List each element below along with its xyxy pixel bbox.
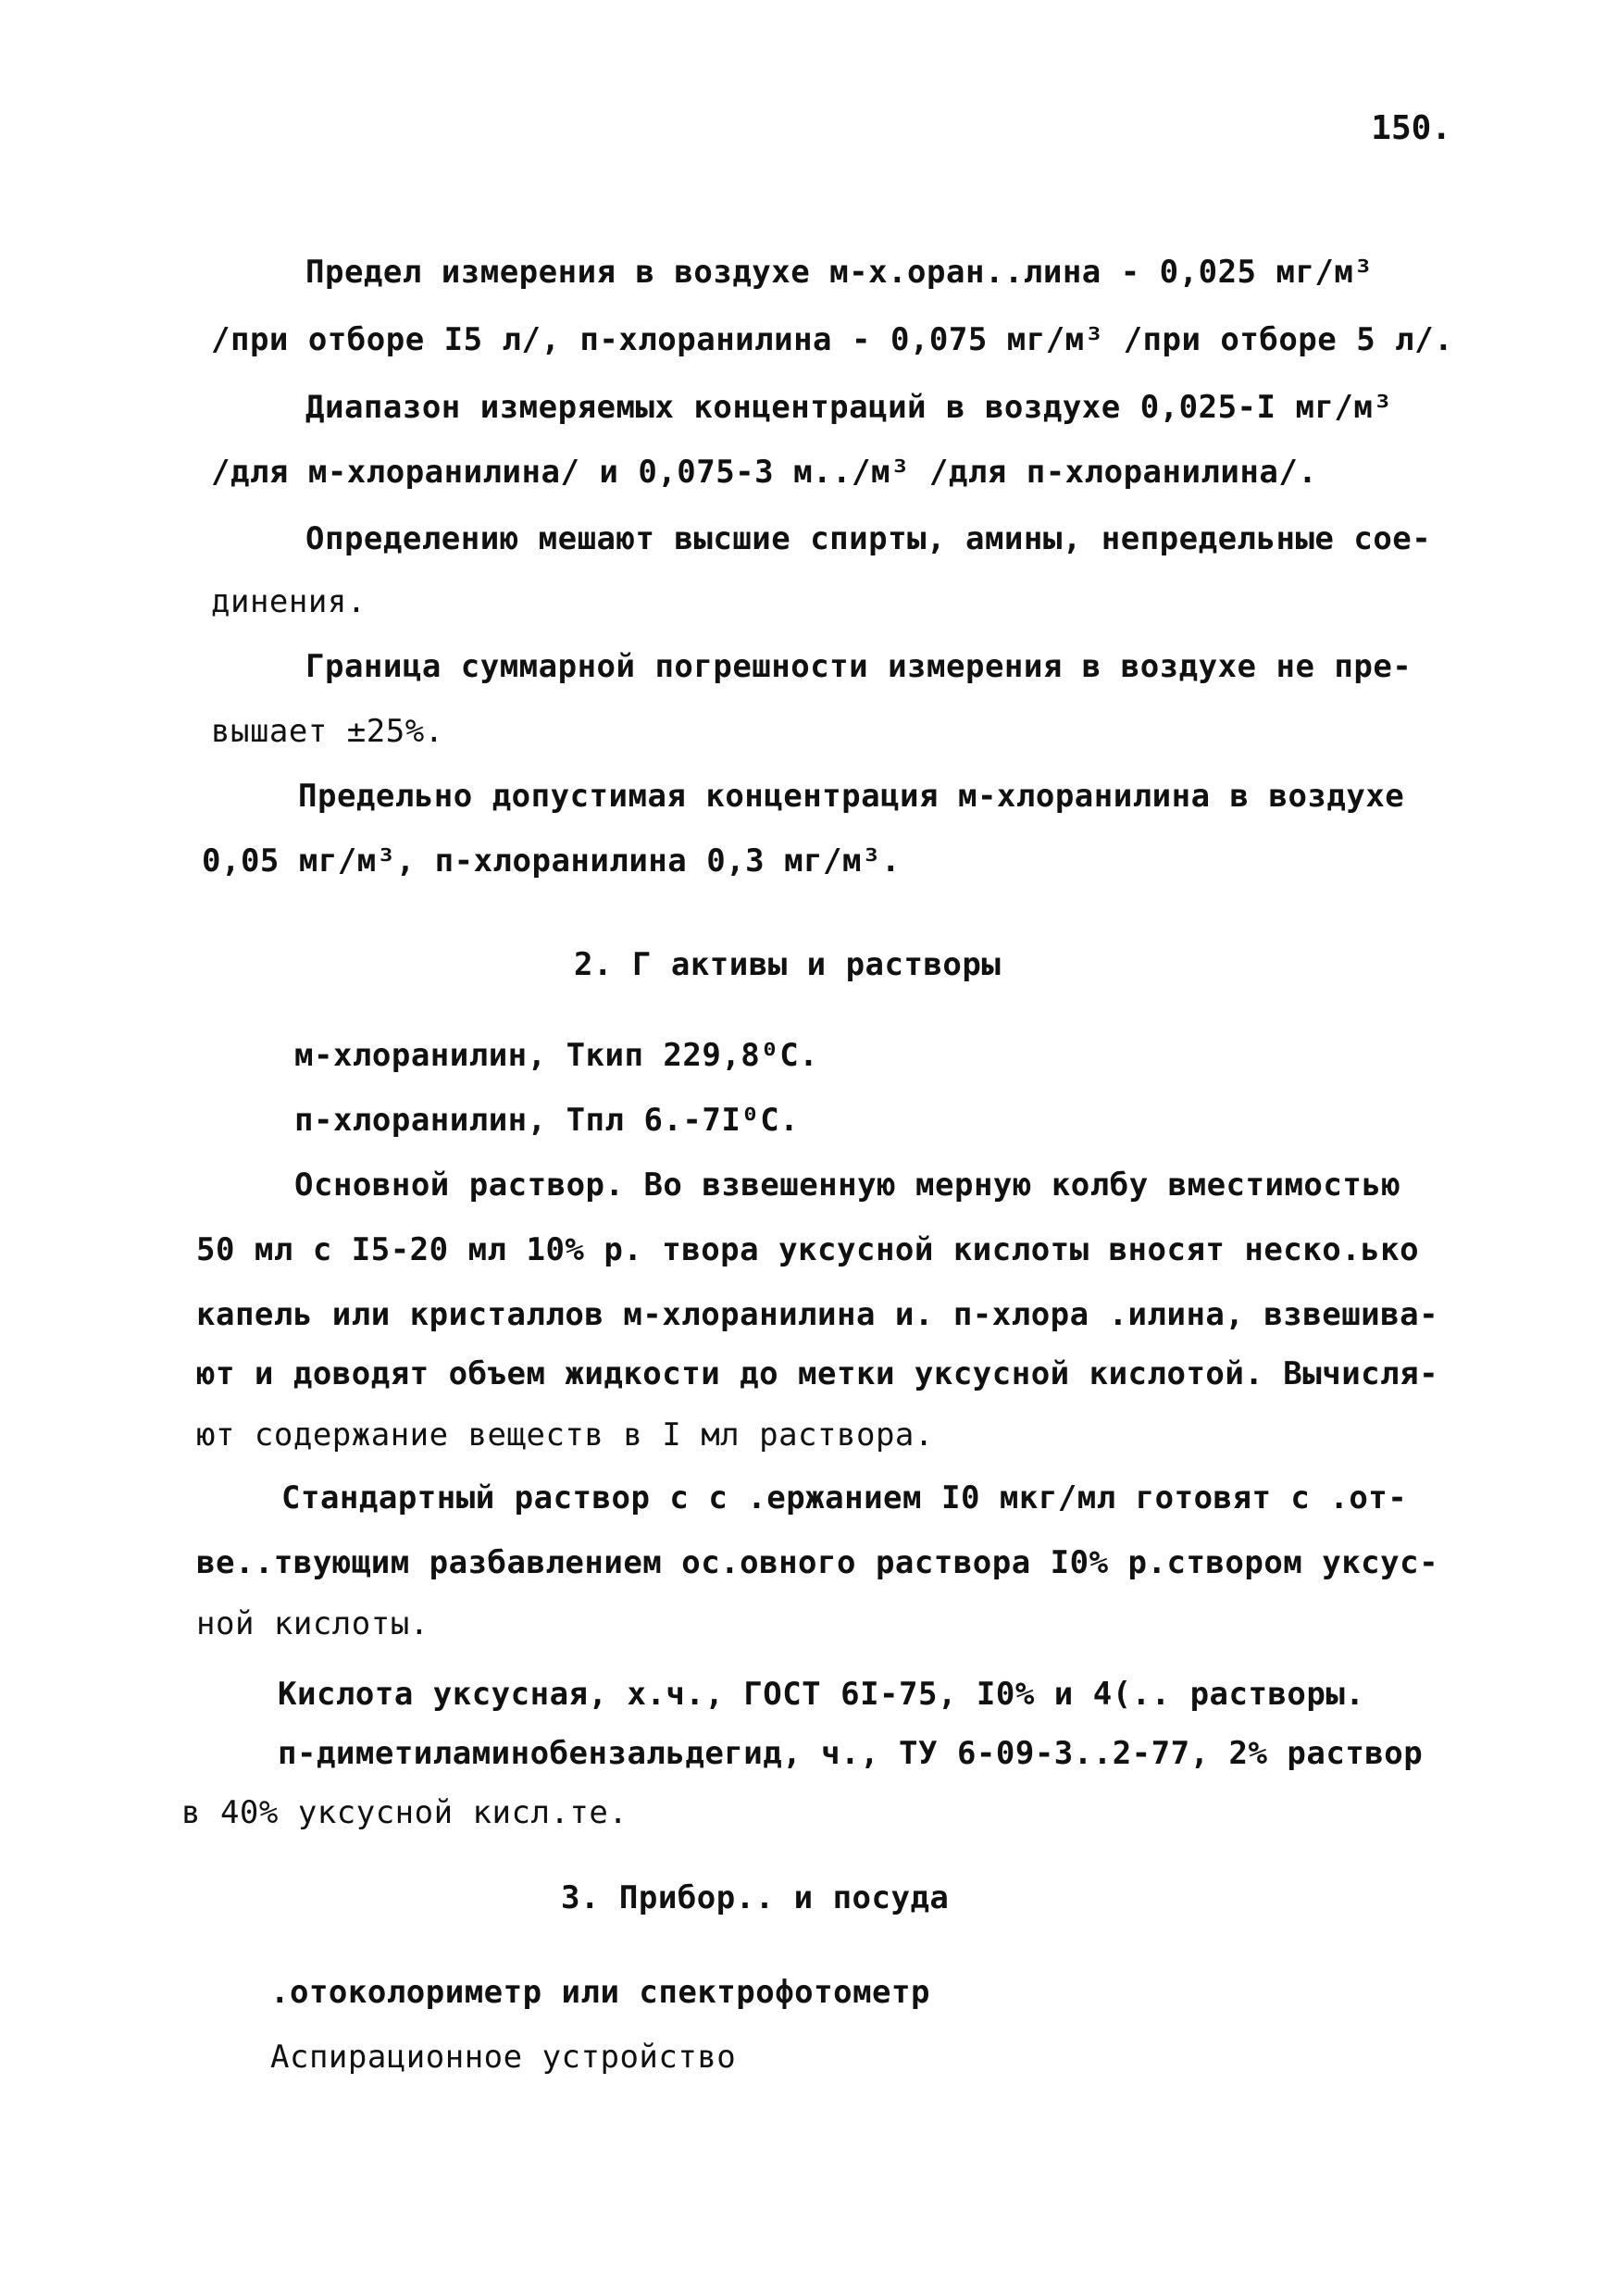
section-2-line-9: ве..твующим разбавлением ос.овного раствора I0% р.створом уксус-: [196, 1544, 1439, 1581]
intro-line-1: Предел измерения в воздухе м-х.оран..лина - 0,025 мг/м³: [305, 254, 1374, 291]
section-2-line-4: 50 мл с I5-20 мл 10% р. твора уксусной кислоты вносят неско.ько: [196, 1231, 1420, 1268]
page-number: 150.: [1371, 109, 1451, 147]
intro-line-7: Граница суммарной погрешности измерения в воздухе не пре-: [305, 648, 1413, 685]
section-2-line-12: п-диметиламинобензальдегид, ч., ТУ 6-09-3..2-77, 2% раствор: [278, 1735, 1424, 1772]
intro-line-2: /при отборе I5 л/, п-хлоранилина - 0,075 мг/м³ /при отборе 5 л/.: [211, 321, 1454, 358]
section-2-title: 2. Г активы и растворы: [574, 946, 1002, 983]
intro-line-4: /для м-хлоранилина/ и 0,075-3 м../м³ /для п-хлоранилина/.: [211, 454, 1318, 491]
section-2-line-5: капель или кристаллов м-хлоранилина и. п-хлора .илина, взвешива-: [196, 1296, 1439, 1333]
section-3-line-2: Аспирационное устройство: [270, 2039, 737, 2076]
section-2-line-11: Кислота уксусная, х.ч., ГОСТ 6I-75, I0% и 4(.. растворы.: [278, 1676, 1365, 1713]
section-3-title: 3. Прибор.. и посуда: [561, 1879, 950, 1916]
section-3-line-1: .отоколориметр или спектрофотометр: [270, 1974, 930, 2011]
section-2-line-7: ют содержание веществ в I мл раствора.: [196, 1416, 934, 1454]
section-2-line-1: м-хлоранилин, Tкип 229,8⁰С.: [294, 1037, 819, 1074]
section-2-line-8: Стандартный раствор с с .ержанием I0 мкг/мл готовят с .от-: [281, 1479, 1408, 1516]
section-2-line-13: в 40% уксусной кисл.те.: [181, 1794, 629, 1831]
intro-line-9: Предельно допустимая концентрация м-хлоранилина в воздухе: [298, 778, 1405, 815]
intro-line-5: Определению мешают высшие спирты, амины, непредельные сое-: [305, 520, 1432, 557]
section-2-line-10: ной кислоты.: [196, 1605, 429, 1642]
intro-line-6: динения.: [211, 583, 367, 620]
intro-line-8: вышает ±25%.: [211, 713, 444, 750]
section-2-line-6: ют и доводят объем жидкости до метки уксусной кислотой. Вычисля-: [196, 1355, 1439, 1392]
section-2-line-2: п-хлоранилин, Tпл 6.-7I⁰С.: [294, 1102, 800, 1139]
intro-line-10: 0,05 мг/м³, п-хлоранилина 0,3 мг/м³.: [202, 842, 901, 880]
intro-line-3: Диапазон измеряемых концентраций в воздухе 0,025-I мг/м³: [305, 389, 1393, 426]
section-2-line-3: Основной раствор. Во взвешенную мерную колбу вместимостью: [294, 1167, 1401, 1204]
